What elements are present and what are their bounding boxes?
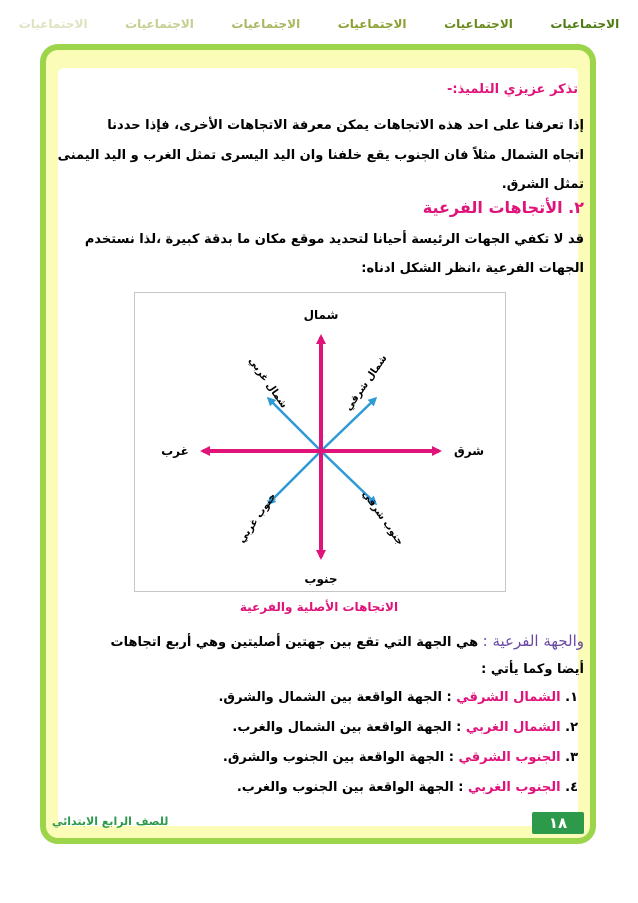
list-description: : الجهة الواقعة بين الجنوب والشرق. xyxy=(222,750,454,765)
list-item xyxy=(237,780,578,795)
northwest-arrow xyxy=(269,399,321,451)
compass-svg xyxy=(135,293,505,591)
definition-text: هي الجهة التي تقع بين جهتين أصليتين وهي أربع اتجاهات xyxy=(110,635,479,650)
section-line-1: قد لا تكفي الجهات الرئيسة أحيانا لتحديد موقع مكان ما بدقة كبيرة ،لذا نستخدم xyxy=(84,232,584,247)
list-description: : الجهة الواقعة بين الشمال والغرب. xyxy=(232,720,462,735)
west-label: غرب xyxy=(161,444,189,458)
intro-line-2: اتجاه الشمال مثلاً فان الجنوب يقع خلفنا وان اليد اليسرى تمثل الغرب و اليد اليمنى xyxy=(57,148,584,163)
list-item xyxy=(232,720,578,735)
page-footer xyxy=(52,812,584,834)
definition-continuation: أيضا وكما يأتي : xyxy=(481,662,584,677)
list-number: ٢. xyxy=(565,720,578,735)
list-number: ١. xyxy=(565,690,578,705)
list-term: الجنوب الغربي xyxy=(468,780,561,795)
list-item xyxy=(223,750,578,765)
list-number: ٤. xyxy=(565,780,578,795)
east-label: شرق xyxy=(454,444,484,458)
intro-line-1: إذا تعرفنا على احد هذه الاتجاهات يمكن معرفة الاتجاهات الأخرى، فإذا حددنا xyxy=(107,118,584,133)
list-term: الجنوب الشرقي xyxy=(458,750,561,765)
header-word: الاجتماعيات xyxy=(337,17,407,31)
definition-term: والجهة الفرعية : xyxy=(482,632,584,650)
header-word: الاجتماعيات xyxy=(18,17,88,31)
list-term: الشمال الشرقي xyxy=(456,690,561,705)
northeast-label: شمال شرقي xyxy=(343,353,390,413)
list-term: الشمال الغربي xyxy=(465,720,561,735)
south-label: جنوب xyxy=(304,572,338,586)
page-number: ١٨ xyxy=(532,812,584,834)
page-header xyxy=(0,10,638,38)
header-word: الاجتماعيات xyxy=(444,17,513,31)
list-number: ٣. xyxy=(565,750,578,765)
list-item xyxy=(218,690,578,705)
north-label: شمال xyxy=(303,308,339,322)
southwest-label: جنوب غربي xyxy=(236,491,279,546)
diagram-caption: الاتجاهات الأصلية والفرعية xyxy=(239,600,399,614)
list-description: : الجهة الواقعة بين الجنوب والغرب. xyxy=(236,780,464,795)
section-line-2: الجهات الفرعية ،انظر الشكل ادناه: xyxy=(361,261,584,276)
section-title: ٢. الأتجاهات الفرعية xyxy=(422,198,584,217)
northwest-label: شمال غربي xyxy=(246,355,290,411)
southeast-label: جنوب شرقي xyxy=(359,488,406,548)
definition-line xyxy=(111,632,584,650)
southwest-arrow xyxy=(269,451,321,503)
header-word: الاجتماعيات xyxy=(550,17,620,31)
header-word: الاجتماعيات xyxy=(231,17,301,31)
header-word: الاجتماعيات xyxy=(125,17,194,31)
reminder-heading: تذكر عزيزي التلميذ:- xyxy=(446,82,578,97)
intro-line-3: تمثل الشرق. xyxy=(501,177,584,192)
grade-label: للصف الرابع الابتدائي xyxy=(52,815,169,828)
compass-diagram xyxy=(134,292,506,592)
list-description: : الجهة الواقعة بين الشمال والشرق. xyxy=(218,690,452,705)
